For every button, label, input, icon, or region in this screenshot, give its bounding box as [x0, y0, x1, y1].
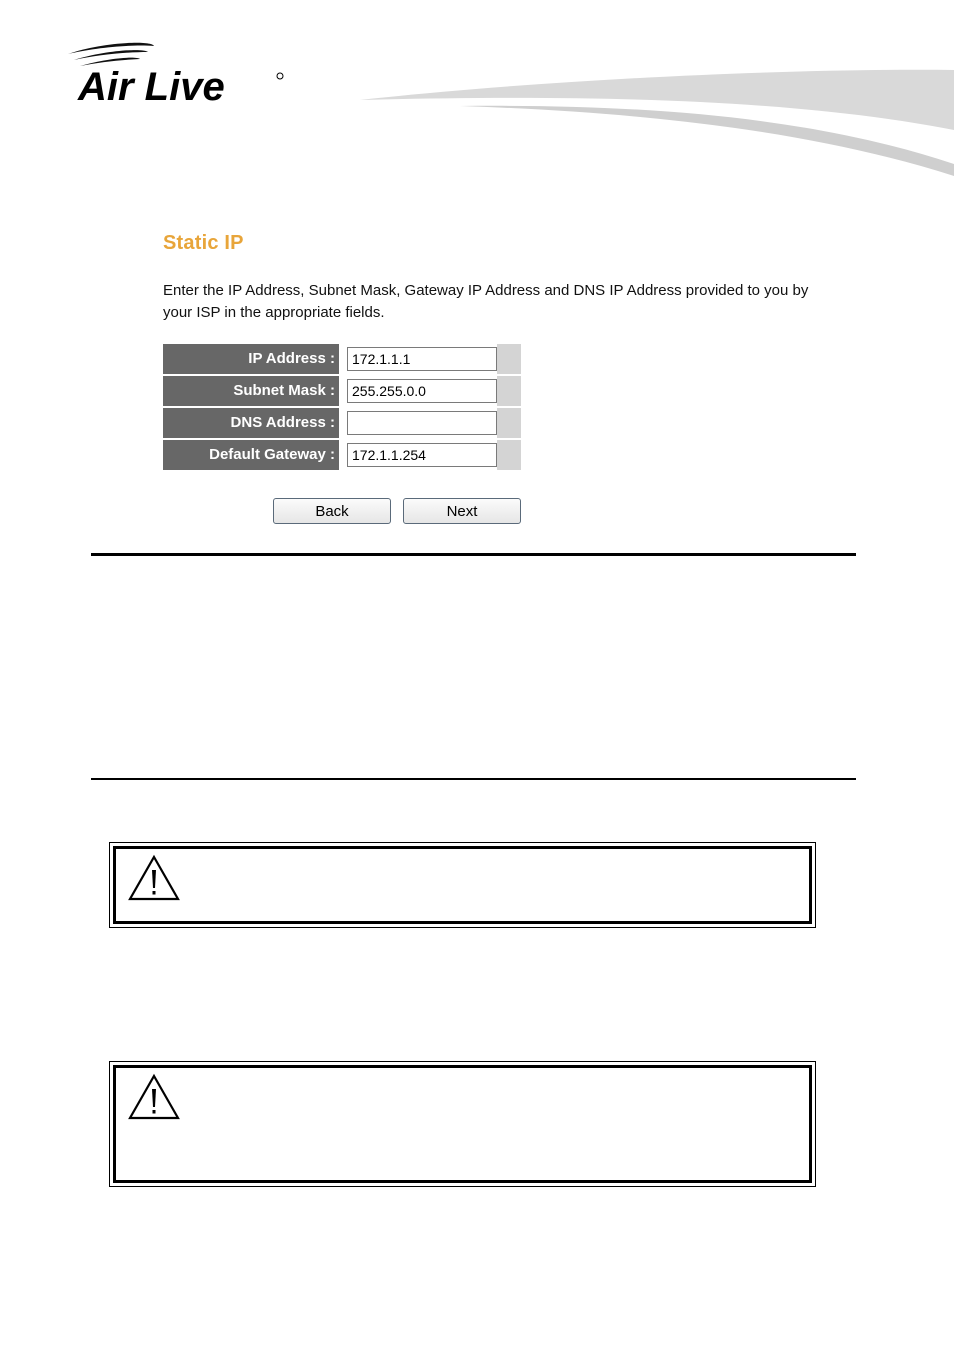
warning-box: [109, 1061, 816, 1187]
back-button[interactable]: Back: [273, 498, 391, 524]
warning-box: [109, 842, 816, 928]
default-gateway-row: [163, 440, 523, 470]
subnet-mask-cell: [341, 376, 521, 406]
warning-triangle-icon: [126, 853, 182, 903]
default-gateway-cell: [341, 440, 521, 470]
next-button[interactable]: Next: [403, 498, 521, 524]
ip-address-cell: [341, 344, 521, 374]
default-gateway-label: Default Gateway :: [163, 440, 341, 470]
divider-top: [91, 553, 856, 556]
airlive-logo: [62, 40, 292, 110]
dns-address-input[interactable]: [347, 411, 497, 435]
section-title: Static IP: [163, 232, 244, 254]
ip-address-row: [163, 344, 523, 374]
subnet-mask-label: Subnet Mask :: [163, 376, 341, 406]
dns-address-cell: [341, 408, 521, 438]
warning-triangle-icon: [126, 1072, 182, 1122]
dns-address-row: [163, 408, 523, 438]
subnet-mask-row: [163, 376, 523, 406]
static-ip-form: [163, 344, 523, 472]
svg-text:Air Live: Air Live: [78, 65, 225, 109]
ip-address-label: IP Address :: [163, 344, 341, 374]
header-swoosh: [340, 60, 954, 190]
dns-address-label: DNS Address :: [163, 408, 341, 438]
section-description: Enter the IP Address, Subnet Mask, Gateway IP Address and DNS IP Address provided to you by your ISP in the appropriate fields.: [163, 282, 809, 321]
default-gateway-input[interactable]: [347, 443, 497, 467]
subnet-mask-input[interactable]: [347, 379, 497, 403]
ip-address-input[interactable]: [347, 347, 497, 371]
divider-bottom: [91, 778, 856, 780]
